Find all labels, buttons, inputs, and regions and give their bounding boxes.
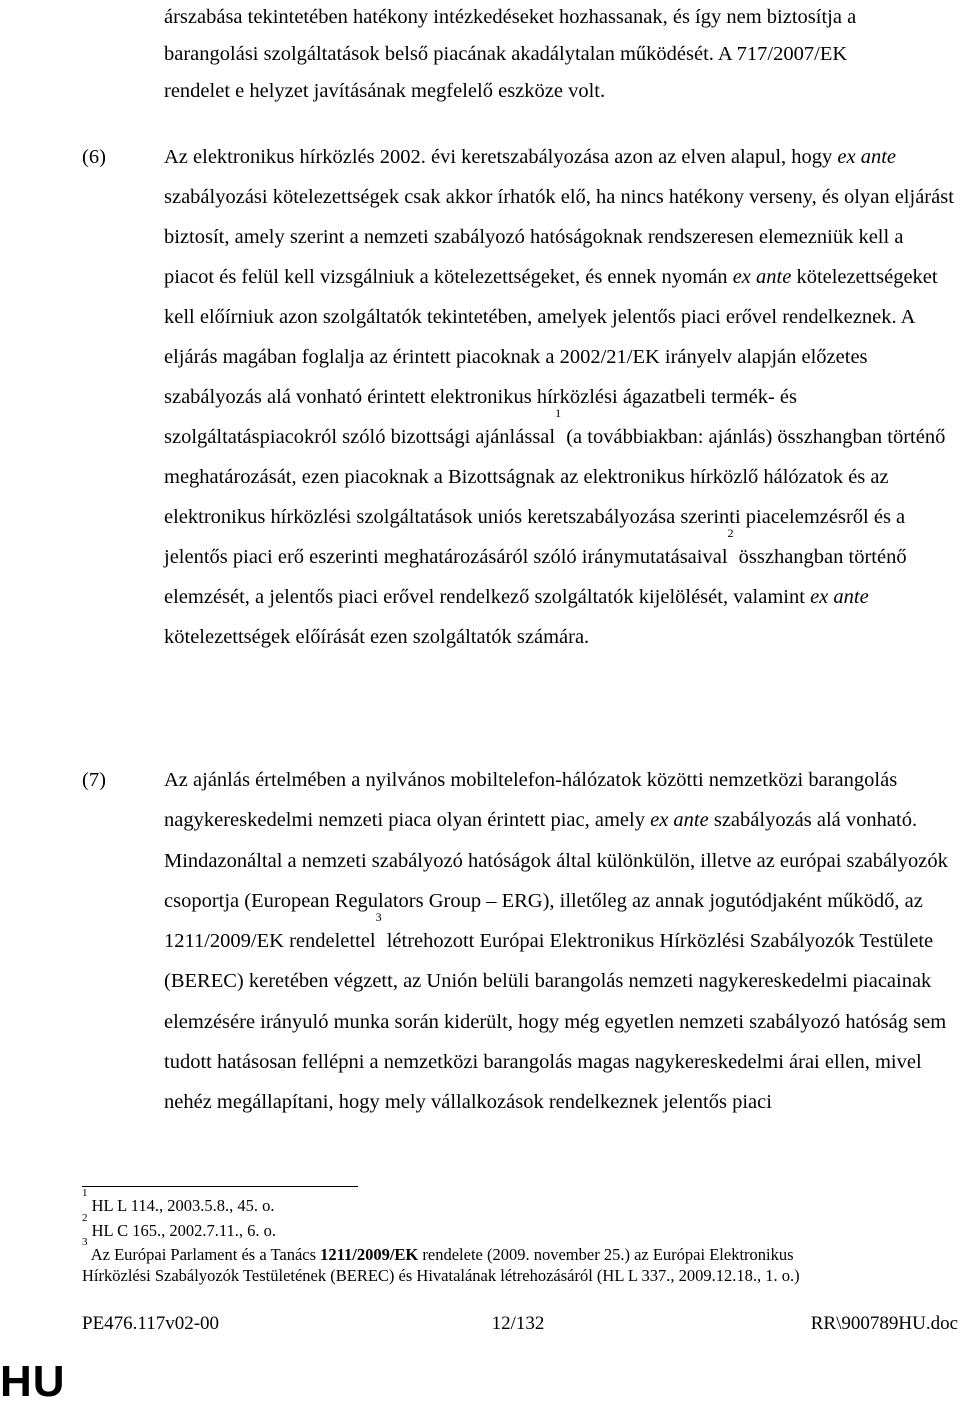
paragraph-number: (6) (82, 146, 106, 168)
footer-doc-ref: PE476.117v02-00 (82, 1313, 220, 1334)
italic-term: ex ante (732, 266, 792, 288)
italic-term: ex ante (837, 146, 897, 168)
text-run: (a továbbiakban: ajánlás) összhangban történő meghatározását, ezen piacoknak a Bizottságnak az elektronikus hírközlő hálózatok és az elektronikus hírközlési szolgáltatások uniós keretszabályozása szerinti piacelemzésről és a jelentős piaci erő eszerinti meghatározásáról szóló iránymutatásaival (164, 426, 946, 568)
continuation-line: rendelet e helyzet javításának megfelelő eszköze volt. (164, 80, 606, 102)
footnote-ref[interactable]: 3 (375, 910, 382, 925)
continuation-line: árszabása tekintetében hatékony intézkedéseket hozhassanak, és így nem biztosítja a (164, 6, 857, 28)
text-run: létrehozott Európai Elektronikus Hírközlési Szabályozók Testülete (BEREC) keretében végzett, az Unión belüli barangolás nemzeti nagykereskedelmi piacainak elemzésére irányuló munka során kiderült, hogy még egyetlen nemzeti szabályozó hatóság sem tudott hatásosan fellépni a nemzetközi barangolás magas nagykereskedelmi árai ellen, mivel nehéz megállapítani, hogy mely vállalkozások rendelkeznek jelentős piaci (164, 930, 947, 1114)
text-run: Az ajánlás értelmében a nyilvános mobiltelefon-hálózatok közötti nemzetközi barangolás nagykereskedelmi nemzeti piaca olyan érintett piac, amely (164, 769, 898, 832)
continuation-line: barangolási szolgáltatások belső piacának akadálytalan működését. A 717/2007/EK (164, 43, 848, 65)
footnote-ref[interactable]: 1 (555, 406, 562, 420)
continuation-text (164, 0, 958, 110)
footnote-ref[interactable]: 2 (727, 526, 734, 540)
italic-term: ex ante (650, 809, 709, 832)
footnote-text: Az Európai Parlament és a Tanács (87, 1245, 321, 1264)
footnote-2 (82, 1212, 952, 1241)
italic-term: ex ante (810, 586, 869, 608)
text-run: szabályozás alá vonható. Mindazonáltal a nemzeti szabályozó hatóságok által különkülön, illetve az európai szabályozók csoportja (European Regulators Group – ERG), illetőleg az annak jogutódjaként működő, az 1211/2009/EK rendelettel (164, 809, 948, 953)
footnote-mark: 3 (82, 1236, 88, 1248)
footnote-mark: 2 (82, 1212, 88, 1224)
footnote-mark: 1 (82, 1187, 88, 1199)
footer-page-number: 12/132 (491, 1313, 545, 1334)
footer-file-name: RR\900789HU.doc (810, 1313, 958, 1334)
text-run: kötelezettségeket kell előírniuk azon szolgáltatók tekintetében, amelyek jelentős piaci erővel rendelkeznek. A eljárás magában foglalja az érintett piacoknak a 2002/21/EK irányelv alapján előzetes szabályozás alá vonható érintett elektronikus hírközlési ágazatbeli termék- és szolgáltatáspiacokról szóló bizottsági ajánlással (164, 266, 938, 448)
paragraph-number: (7) (82, 769, 106, 791)
footnote-text: Hírközlési Szabályozók Testületének (BEREC) és Hivatalának létrehozásáról (HL L 337., 2009.12.18., 1. o.) (82, 1266, 800, 1285)
footnote-text: rendelete (2009. november 25.) az Európai Elektronikus (418, 1245, 794, 1264)
footnote-separator (82, 1186, 358, 1187)
footnote-text: HL L 114., 2003.5.8., 45. o. (87, 1196, 275, 1215)
text-run: összhangban történő elemzését, a jelentős piaci erővel rendelkező szolgáltatók kijelölését, valamint (164, 546, 907, 608)
text-run: szabályozási kötelezettségek csak akkor írhatók elő, ha nincs hatékony verseny, és olyan eljárást biztosít, amely szerint a nemzeti szabályozó hatóságoknak rendszeresen elemezniük kell a piacot és felül kell vizsgálniuk a kötelezettségeket, és ennek nyomán (164, 186, 954, 288)
paragraph-body (164, 137, 958, 657)
footnote-bold-ref: 1211/2009/EK (320, 1245, 419, 1264)
paragraph-body (164, 760, 958, 1123)
text-run: kötelezettségek előírását ezen szolgáltatók számára. (164, 626, 590, 648)
footnote-3 (82, 1236, 952, 1286)
footnote-text: HL C 165., 2002.7.11., 6. o. (87, 1221, 277, 1240)
text-run: Az elektronikus hírközlés 2002. évi keretszabályozása azon az elven alapul, hogy (164, 146, 838, 168)
footnote-1 (82, 1187, 952, 1216)
language-code: HU (0, 1357, 66, 1406)
